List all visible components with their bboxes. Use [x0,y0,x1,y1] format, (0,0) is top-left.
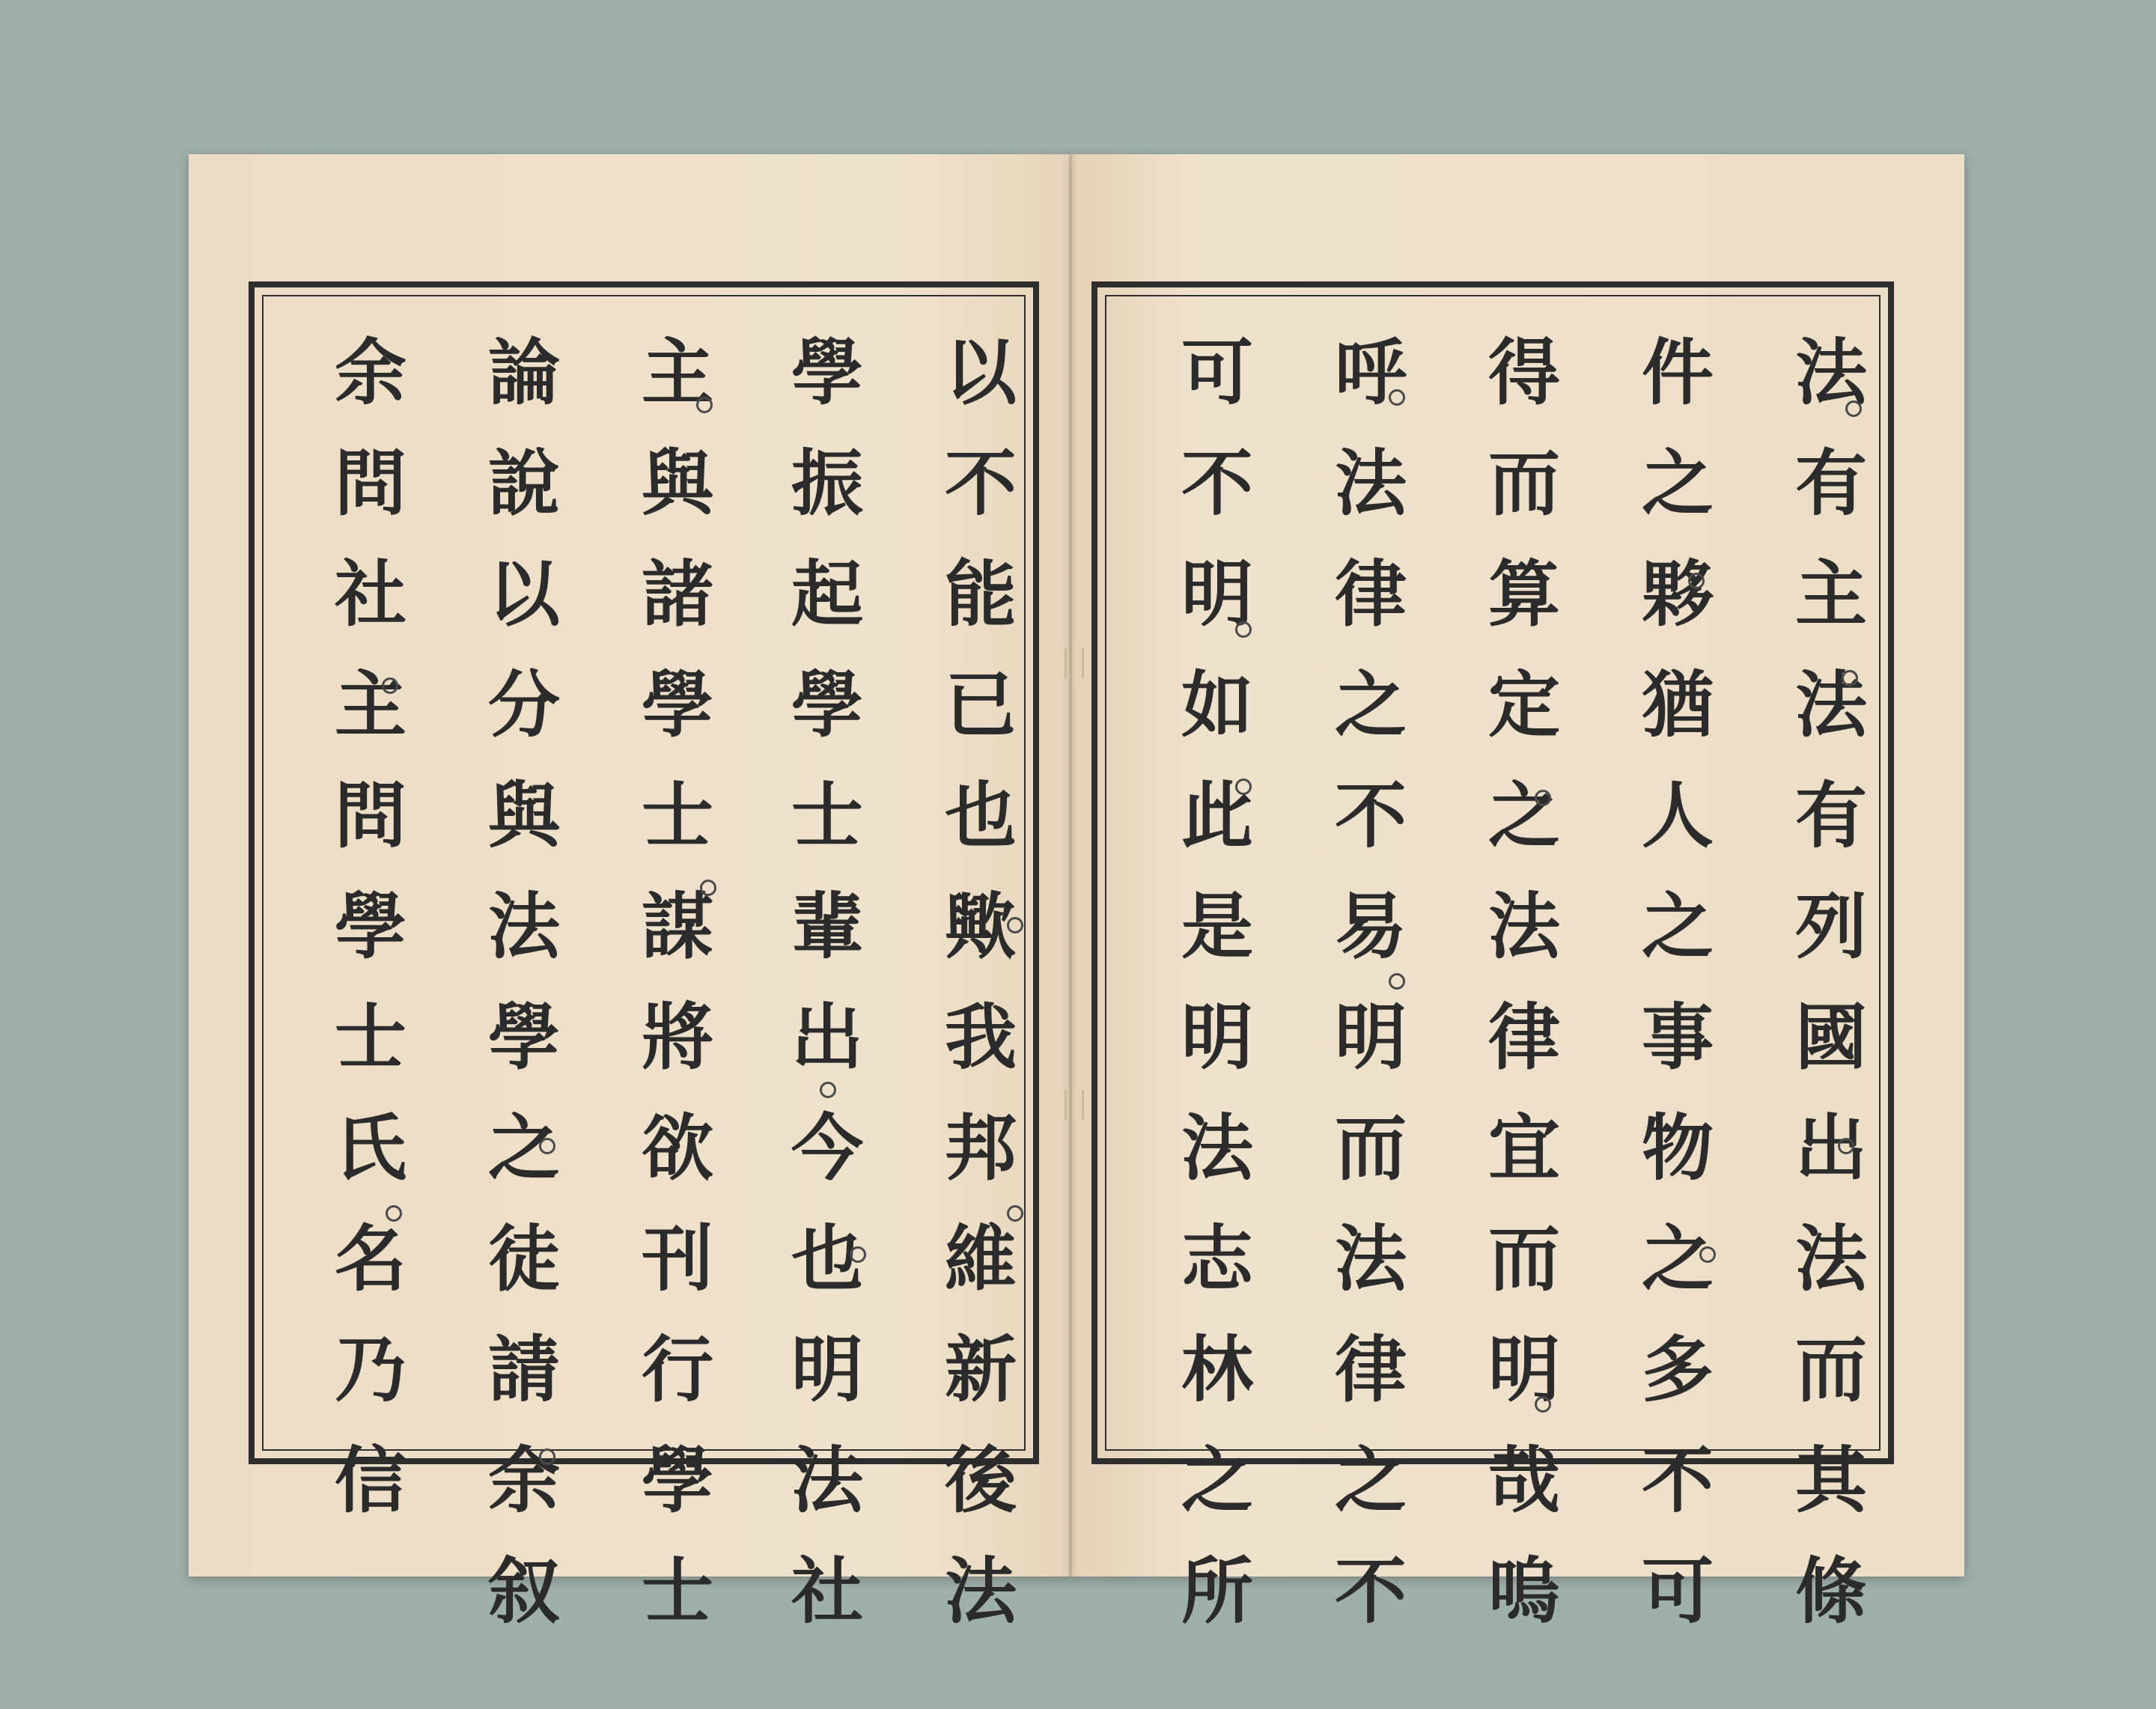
character: 論 [488,330,560,415]
punctuation-circle [1235,779,1252,795]
binding-stitch [1065,1090,1084,1120]
character: 之 [1488,773,1560,858]
character: 有 [1795,441,1867,526]
character: 律 [1335,1327,1407,1412]
character: 乃 [335,1327,406,1412]
character: 定 [1488,662,1560,747]
character: 歟 [945,884,1017,969]
character: 說 [488,441,560,526]
character: 不 [1335,1549,1407,1633]
character: 問 [335,441,406,526]
character: 士 [642,1549,713,1633]
character: 欲 [642,1106,713,1190]
character: 之 [1642,884,1714,969]
punctuation-circle [696,397,713,413]
text-column [1621,317,1734,1647]
character: 明 [1335,995,1407,1079]
character: 新 [945,1327,1017,1412]
character: 後 [945,1438,1017,1523]
character: 明 [791,1327,863,1412]
punctuation-circle [850,1246,866,1263]
character: 氏 [335,1106,406,1190]
character: 學 [791,662,863,747]
character: 如 [1181,662,1253,747]
punctuation-circle [386,1205,402,1222]
punctuation-circle [1838,1138,1854,1154]
character: 而 [1335,1106,1407,1190]
punctuation-circle [700,880,716,896]
character: 之 [1335,662,1407,747]
punctuation-circle [539,1138,555,1154]
character: 物 [1642,1106,1714,1190]
punctuation-circle [1842,670,1858,686]
character: 學 [642,662,713,747]
character: 哉 [1488,1438,1560,1523]
character: 學 [791,330,863,415]
character: 與 [642,441,713,526]
character: 士 [791,773,863,858]
character: 名 [335,1216,406,1301]
character: 已 [945,662,1017,747]
punctuation-circle [1535,1396,1551,1413]
character: 算 [1488,552,1560,636]
character: 振 [791,441,863,526]
character: 法 [1488,884,1560,969]
punctuation-circle [1688,573,1705,589]
character: 明 [1181,552,1253,636]
punctuation-circle [1845,400,1862,417]
character: 今 [791,1106,863,1190]
character: 叙 [488,1549,560,1633]
punctuation-circle [1535,790,1551,806]
character: 而 [1488,441,1560,526]
punctuation-circle [382,677,398,694]
left-text-frame [249,281,1039,1633]
character: 輩 [791,884,863,969]
character: 件 [1642,330,1714,415]
text-column [1468,317,1580,1647]
character: 出 [1795,1106,1867,1190]
character: 法 [1335,1216,1407,1301]
character: 法 [1335,441,1407,526]
character: 問 [335,773,406,858]
punctuation-circle [1235,621,1252,638]
character: 明 [1488,1327,1560,1412]
character: 列 [1795,884,1867,969]
character: 余 [335,330,406,415]
character: 法 [945,1549,1017,1633]
character: 而 [1795,1327,1867,1412]
character: 呼 [1335,330,1407,415]
punctuation-circle [1699,1246,1716,1263]
character: 宜 [1488,1106,1560,1190]
character: 嗚 [1488,1549,1560,1633]
text-column [314,317,427,1536]
character: 國 [1795,995,1867,1079]
right-text-frame [1091,281,1894,1633]
character: 是 [1181,884,1253,969]
character: 明 [1181,995,1253,1079]
character: 所 [1181,1549,1253,1633]
character: 行 [642,1327,713,1412]
character: 之 [1642,1216,1714,1301]
character: 徒 [488,1216,560,1301]
character: 起 [791,552,863,636]
character: 信 [335,1438,406,1523]
character: 社 [791,1549,863,1633]
text-column [1161,317,1273,1647]
character: 諸 [642,552,713,636]
character: 主 [642,330,713,415]
punctuation-circle [1007,1205,1023,1222]
character: 以 [945,330,1017,415]
character: 將 [642,995,713,1079]
character: 士 [335,995,406,1079]
character: 其 [1795,1438,1867,1523]
character: 余 [488,1438,560,1523]
character: 法 [1795,1216,1867,1301]
character: 有 [1795,773,1867,858]
character: 可 [1642,1549,1714,1633]
character: 法 [1795,330,1867,415]
character: 邦 [945,1106,1017,1190]
character: 士 [642,773,713,858]
character: 志 [1181,1216,1253,1301]
character: 以 [488,552,560,636]
character: 之 [1181,1438,1253,1523]
character: 學 [642,1438,713,1523]
character: 之 [1642,441,1714,526]
text-column [925,317,1037,1647]
character: 事 [1642,995,1714,1079]
character: 與 [488,773,560,858]
character: 不 [945,441,1017,526]
character: 夥 [1642,552,1714,636]
character: 也 [791,1216,863,1301]
character: 出 [791,995,863,1079]
character: 人 [1642,773,1714,858]
text-column [1315,317,1427,1647]
character: 不 [1181,441,1253,526]
character: 法 [1181,1106,1253,1190]
character: 刊 [642,1216,713,1301]
text-column [621,317,734,1647]
character: 律 [1488,995,1560,1079]
text-column [771,317,883,1647]
character: 律 [1335,552,1407,636]
character: 之 [1335,1438,1407,1523]
character: 我 [945,995,1017,1079]
character: 多 [1642,1327,1714,1412]
character: 而 [1488,1216,1560,1301]
character: 之 [488,1106,560,1190]
character: 可 [1181,330,1253,415]
character: 也 [945,773,1017,858]
character: 能 [945,552,1017,636]
punctuation-circle [1389,973,1405,990]
character: 法 [791,1438,863,1523]
book-spine [1069,154,1075,1577]
character: 社 [335,552,406,636]
character: 分 [488,662,560,747]
binding-stitch [1065,648,1084,678]
character: 主 [1795,552,1867,636]
character: 學 [488,995,560,1079]
character: 不 [1335,773,1407,858]
character: 此 [1181,773,1253,858]
character: 不 [1642,1438,1714,1523]
punctuation-circle [1007,917,1023,933]
character: 得 [1488,330,1560,415]
text-column [1775,317,1887,1647]
open-book [189,154,1964,1633]
character: 謀 [642,884,713,969]
character: 猶 [1642,662,1714,747]
character: 學 [335,884,406,969]
character: 主 [335,662,406,747]
character: 易 [1335,884,1407,969]
character: 法 [488,884,560,969]
character: 法 [1795,662,1867,747]
punctuation-circle [1389,389,1405,406]
character: 維 [945,1216,1017,1301]
text-column [468,317,580,1647]
character: 林 [1181,1327,1253,1412]
punctuation-circle [820,1082,836,1098]
character: 請 [488,1327,560,1412]
punctuation-circle [539,1448,555,1465]
character: 條 [1795,1549,1867,1633]
